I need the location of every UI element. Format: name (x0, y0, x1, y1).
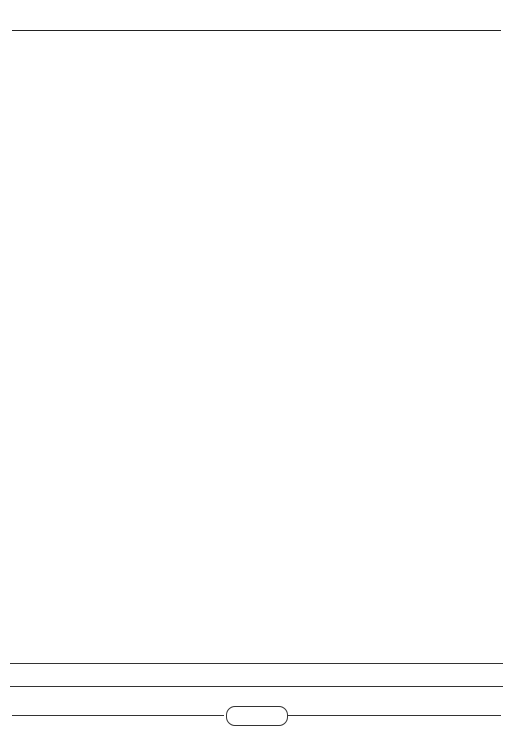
body-text (13, 36, 501, 237)
section-heading (13, 108, 501, 124)
section-paragraph (13, 126, 501, 143)
footer-divider-left (12, 715, 224, 716)
footer-divider-right (288, 715, 501, 716)
section-heading (13, 153, 501, 169)
header-divider (12, 30, 501, 31)
section-paragraph (13, 171, 501, 188)
section-paragraph (13, 216, 501, 233)
intro-paragraph (13, 36, 501, 53)
section-paragraph (13, 81, 501, 98)
section-heading (13, 63, 501, 79)
verse-line (0, 604, 513, 622)
verse-line (0, 586, 513, 604)
page-number (226, 706, 288, 726)
footer-mantra-band (10, 663, 503, 687)
verse-quote (0, 586, 513, 622)
section-heading (13, 198, 501, 214)
